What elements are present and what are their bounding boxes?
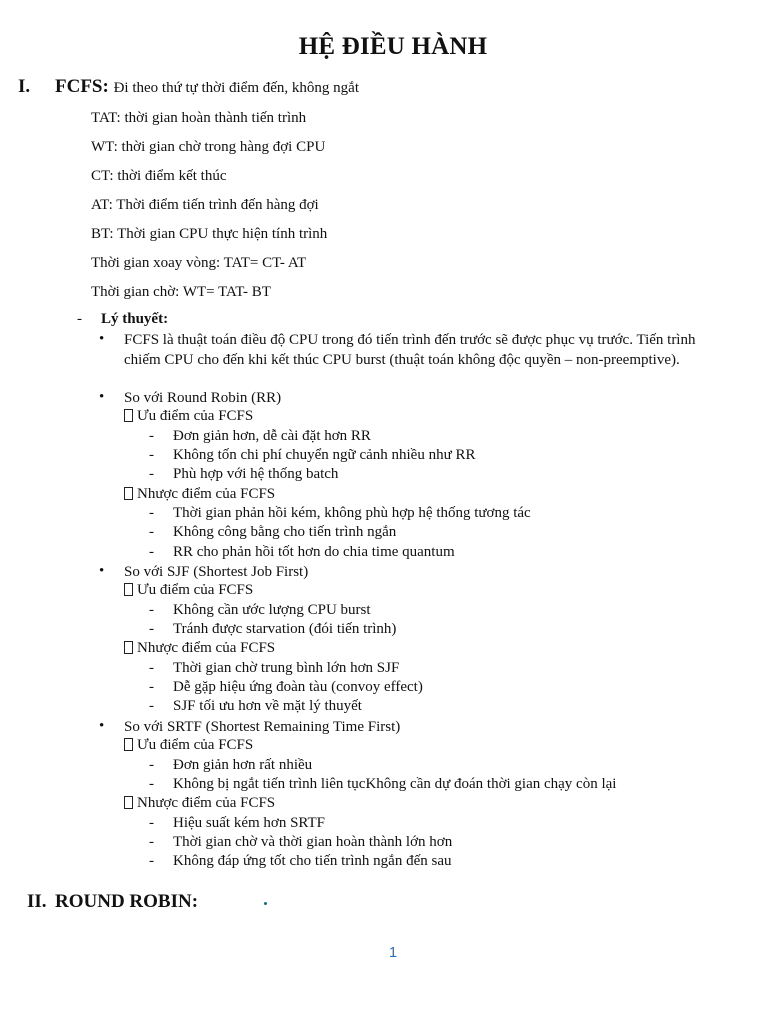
bullet-dot: • bbox=[99, 389, 105, 405]
list-dash: - bbox=[149, 698, 154, 714]
list-item: Phù hợp với hệ thống batch bbox=[173, 466, 339, 482]
section-2-number: II. bbox=[27, 891, 47, 912]
section-1-title: FCFS: bbox=[55, 76, 109, 97]
bullet-fcfs-definition: FCFS là thuật toán điều độ CPU trong đó tiến trình đến trước sẽ được phục vụ trước. Tiến trình chiếm CPU cho đến khi kết thúc CPU burst (thuật toán không độc quyền – non-preemptive). bbox=[124, 332, 696, 368]
list-item: Thời gian chờ và thời gian hoàn thành lớn hơn bbox=[173, 834, 453, 850]
sjf-advantages-heading: Ưu điểm của FCFS bbox=[124, 582, 253, 599]
definition-bt: BT: Thời gian CPU thực hiện tính trình bbox=[91, 226, 328, 242]
list-dash: - bbox=[149, 466, 154, 482]
list-item: Hiệu suất kém hơn SRTF bbox=[173, 815, 326, 831]
list-dash: - bbox=[149, 505, 154, 521]
list-item: Dễ gặp hiệu ứng đoàn tàu (convoy effect) bbox=[173, 679, 423, 695]
list-dash: - bbox=[149, 602, 154, 618]
definition-at: AT: Thời điểm tiến trình đến hàng đợi bbox=[91, 197, 319, 213]
list-item: Không đáp ứng tốt cho tiến trình ngắn đến sau bbox=[173, 853, 452, 869]
list-dash: - bbox=[149, 776, 154, 792]
list-item: Không bị ngắt tiến trình liên tụcKhông cần dự đoán thời gian chạy còn lại bbox=[173, 776, 617, 792]
definition-wt: WT: thời gian chờ trong hàng đợi CPU bbox=[91, 139, 326, 155]
list-dash: - bbox=[149, 834, 154, 850]
list-item: Tránh được starvation (đói tiến trình) bbox=[173, 621, 397, 637]
formula-wt: Thời gian chờ: WT= TAT- BT bbox=[91, 284, 271, 300]
checkbox-icon bbox=[124, 409, 133, 422]
list-dash: - bbox=[149, 757, 154, 773]
list-item: Thời gian chờ trung bình lớn hơn SJF bbox=[173, 660, 400, 676]
list-dash: - bbox=[149, 621, 154, 637]
section-1-description: Đi theo thứ tự thời điểm đến, không ngắt bbox=[113, 80, 359, 96]
bullet-dot: • bbox=[99, 331, 105, 347]
bullet-compare-sjf: So với SJF (Shortest Job First) bbox=[124, 564, 309, 580]
checkbox-icon bbox=[124, 641, 133, 654]
definition-tat: TAT: thời gian hoàn thành tiến trình bbox=[91, 110, 307, 126]
list-item: Không tốn chi phí chuyển ngữ cảnh nhiều như RR bbox=[173, 447, 476, 463]
theory-label: Lý thuyết: bbox=[101, 311, 169, 327]
section-1-number: I. bbox=[18, 76, 31, 97]
bullet-compare-rr: So với Round Robin (RR) bbox=[124, 390, 282, 406]
list-dash: - bbox=[149, 428, 154, 444]
formula-tat: Thời gian xoay vòng: TAT= CT- AT bbox=[91, 255, 307, 271]
list-dash: - bbox=[149, 679, 154, 695]
bullet-dot: • bbox=[99, 718, 105, 734]
list-dash: - bbox=[149, 660, 154, 676]
list-dash: - bbox=[149, 544, 154, 560]
definition-ct: CT: thời điểm kết thúc bbox=[91, 168, 227, 184]
list-item: RR cho phản hồi tốt hơn do chia time quantum bbox=[173, 544, 455, 560]
cursor-dot bbox=[264, 902, 267, 905]
list-item: Đơn giản hơn, dễ cài đặt hơn RR bbox=[173, 428, 371, 444]
checkbox-icon bbox=[124, 487, 133, 500]
page-number: 1 bbox=[388, 944, 398, 961]
list-item: Thời gian phản hồi kém, không phù hợp hệ thống tương tác bbox=[173, 505, 531, 521]
rr-disadvantages-heading: Nhược điểm của FCFS bbox=[124, 486, 275, 503]
section-2-heading: ROUND ROBIN: bbox=[55, 891, 199, 912]
list-item: Đơn giản hơn rất nhiều bbox=[173, 757, 313, 773]
checkbox-icon bbox=[124, 583, 133, 596]
bullet-dot: • bbox=[99, 563, 105, 579]
srtf-disadvantages-heading: Nhược điểm của FCFS bbox=[124, 795, 275, 812]
page-title: HỆ ĐIỀU HÀNH bbox=[298, 33, 488, 60]
section-1-heading bbox=[55, 76, 359, 98]
list-dash: - bbox=[149, 447, 154, 463]
bullet-compare-srtf: So với SRTF (Shortest Remaining Time First) bbox=[124, 719, 401, 735]
theory-dash: - bbox=[77, 311, 82, 327]
srtf-advantages-heading: Ưu điểm của FCFS bbox=[124, 737, 253, 754]
sjf-disadvantages-heading: Nhược điểm của FCFS bbox=[124, 640, 275, 657]
list-dash: - bbox=[149, 853, 154, 869]
list-dash: - bbox=[149, 815, 154, 831]
list-dash: - bbox=[149, 524, 154, 540]
list-item: SJF tối ưu hơn về mặt lý thuyết bbox=[173, 698, 362, 714]
list-item: Không cần ước lượng CPU burst bbox=[173, 602, 371, 618]
checkbox-icon bbox=[124, 738, 133, 751]
rr-advantages-heading: Ưu điểm của FCFS bbox=[124, 408, 253, 425]
list-item: Không công bằng cho tiến trình ngắn bbox=[173, 524, 397, 540]
checkbox-icon bbox=[124, 796, 133, 809]
